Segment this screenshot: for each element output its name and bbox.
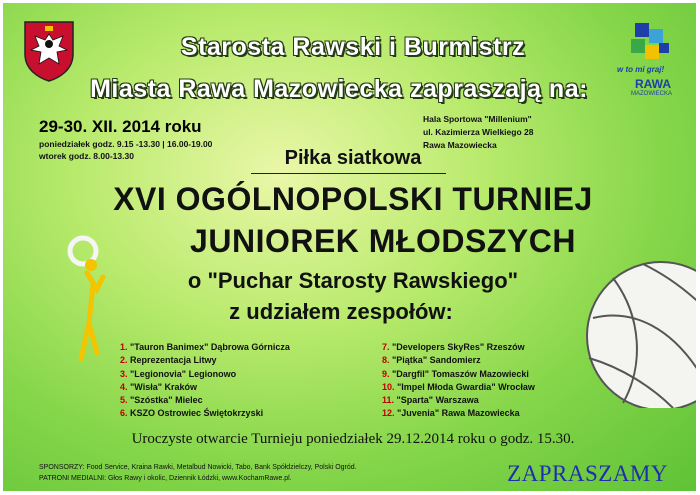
teams-list-right bbox=[382, 341, 535, 421]
sponsors-line: SPONSORZY: Food Service, Kraina Rawki, Metalbud Nowicki, Tabo, Bank Spółdzielczy, Polski Ogród. bbox=[39, 464, 357, 471]
schedule-tuesday: wtorek godz. 8.00-13.30 bbox=[39, 151, 134, 161]
logo-name: RAWA bbox=[635, 77, 671, 91]
team-item: 3. "Legionovia" Legionowo bbox=[120, 368, 237, 379]
sport-name: Piłka siatkowa bbox=[284, 147, 422, 169]
team-item: 1. "Tauron Banimex" Dąbrowa Górnicza bbox=[120, 342, 290, 352]
venue-line-2: ul. Kazimierza Wielkiego 28 bbox=[423, 127, 534, 137]
sport-underline bbox=[251, 173, 446, 174]
logo-sub: MAZOWIECKA bbox=[631, 91, 673, 97]
team-item: 12. "Juvenia" Rawa Mazowiecka bbox=[382, 408, 520, 419]
schedule-monday: poniedziałek godz. 9.15 -13.30 | 16.00-19.00 bbox=[39, 139, 213, 149]
subtitle-line-2: z udziałem zespołów: bbox=[229, 299, 453, 324]
event-date: 29-30. XII. 2014 roku bbox=[39, 117, 202, 136]
team-item: 8. "Piątka" Sandomierz bbox=[382, 355, 481, 366]
teams-list-left bbox=[120, 341, 290, 421]
team-item: 4. "Wisła" Kraków bbox=[120, 381, 198, 392]
title-line-1: XVI OGÓLNOPOLSKI TURNIEJ bbox=[113, 181, 593, 217]
team-item: 9. "Dargfil" Tomaszów Mazowiecki bbox=[382, 368, 529, 379]
subtitle-line-1: o "Puchar Starosty Rawskiego" bbox=[187, 268, 519, 293]
team-item: 11. "Sparta" Warszawa bbox=[382, 395, 479, 406]
team-item: 7. "Developers SkyRes" Rzeszów bbox=[382, 342, 525, 352]
team-item: 5. "Szóstka" Mielec bbox=[120, 395, 203, 406]
team-item: 10. "Impel Młoda Gwardia" Wrocław bbox=[382, 381, 535, 392]
header-line-2: Miasta Rawa Mazowiecka zapraszają na: bbox=[90, 75, 588, 103]
title-line-2: JUNIOREK MŁODSZYCH bbox=[190, 223, 576, 259]
poster bbox=[3, 3, 696, 491]
header-line-1: Starosta Rawski i Burmistrz bbox=[180, 33, 526, 61]
volleyball-icon bbox=[583, 258, 696, 408]
venue-line-1: Hala Sportowa "Millenium" bbox=[423, 114, 532, 124]
logo-slogan: w to mi graj! bbox=[617, 65, 665, 74]
closing-invite: ZAPRASZAMY bbox=[507, 461, 668, 486]
opening-note: Uroczyste otwarcie Turnieju poniedziałek 29.12.2014 roku o godz. 15.30. bbox=[131, 431, 575, 447]
venue-line-3: Rawa Mazowiecka bbox=[423, 140, 497, 150]
media-patrons-line: PATRONI MEDIALNI: Głos Rawy i okolic, Dziennik Łódzki, www.KochamRawe.pl. bbox=[39, 475, 292, 482]
team-item: 6. KSZO Ostrowiec Świętokrzyski bbox=[120, 408, 264, 419]
team-item: 2. Reprezentacja Litwy bbox=[120, 355, 217, 366]
